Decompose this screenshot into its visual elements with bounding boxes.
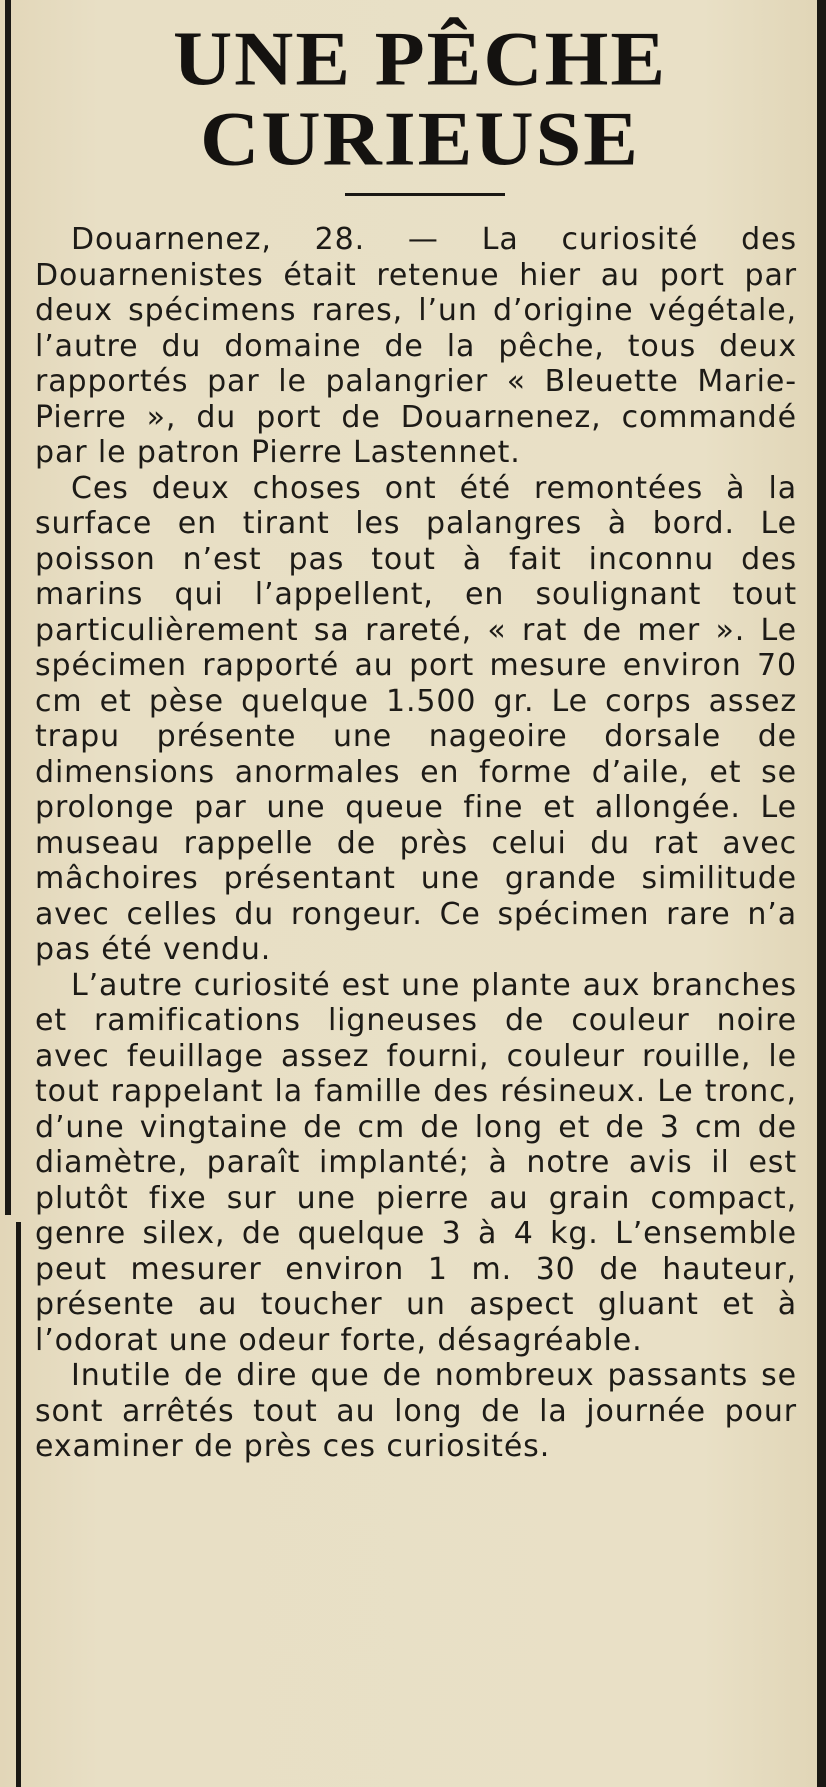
article-body	[35, 222, 797, 1465]
headline-line-2: CURIEUSE	[200, 95, 640, 182]
column-rule-left-lower	[16, 1222, 21, 1787]
paragraph-plant: L’autre curiosité est une plante aux branches et ramifications ligneuses de couleur noire avec feuillage assez fourni, couleur rouille, le tout rappelant la famille des résineux. Le tronc, d’une vingtaine de cm de long et de 3 cm de diamètre, paraît implanté; à notre avis il est plutôt fixe sur une pierre au grain compact, genre silex, de quelque 3 à 4 kg. L’ensemble peut mesurer environ 1 m. 30 de hauteur, présente au toucher un aspect gluant et à l’odorat une odeur forte, désagréable.	[35, 967, 797, 1358]
paragraph-conclusion: Inutile de dire que de nombreux passants se sont arrêtés tout au long de la journée pour examiner de près ces curiosités.	[35, 1358, 797, 1464]
paragraph-fish: Ces deux choses ont été remontées à la surface en tirant les palangres à bord. Le poisson n’est pas tout à fait inconnu des marins qui l’appellent, en soulignant tout particulièrement sa rareté, « rat de mer ». Le spécimen rapporté au port mesure environ 70 cm et pèse quelque 1.500 gr. Le corps assez trapu présente une nageoire dorsale de dimensions anormales en forme d’aile, et se prolonge par une queue fine et allongée. Le museau rappelle de près celui du rat avec mâchoires présentant une grande similitude avec celles du rongeur. Ce spécimen rare n’a pas été vendu.	[35, 470, 797, 967]
headline-line-1: UNE PÊCHE	[172, 15, 668, 102]
column-rule-left-upper	[5, 0, 11, 1215]
headline-separator	[345, 193, 505, 196]
paragraph-intro: Douarnenez, 28. — La curiosité des Douarnenistes était retenue hier au port par deux spécimens rares, l’un d’origine végétale, l’autre du domaine de la pêche, tous deux rapportés par le palangrier « Bleuette Marie-Pierre », du port de Douarnenez, commandé par le patron Pierre Lastennet.	[35, 222, 797, 470]
column-rule-right	[817, 0, 826, 1787]
